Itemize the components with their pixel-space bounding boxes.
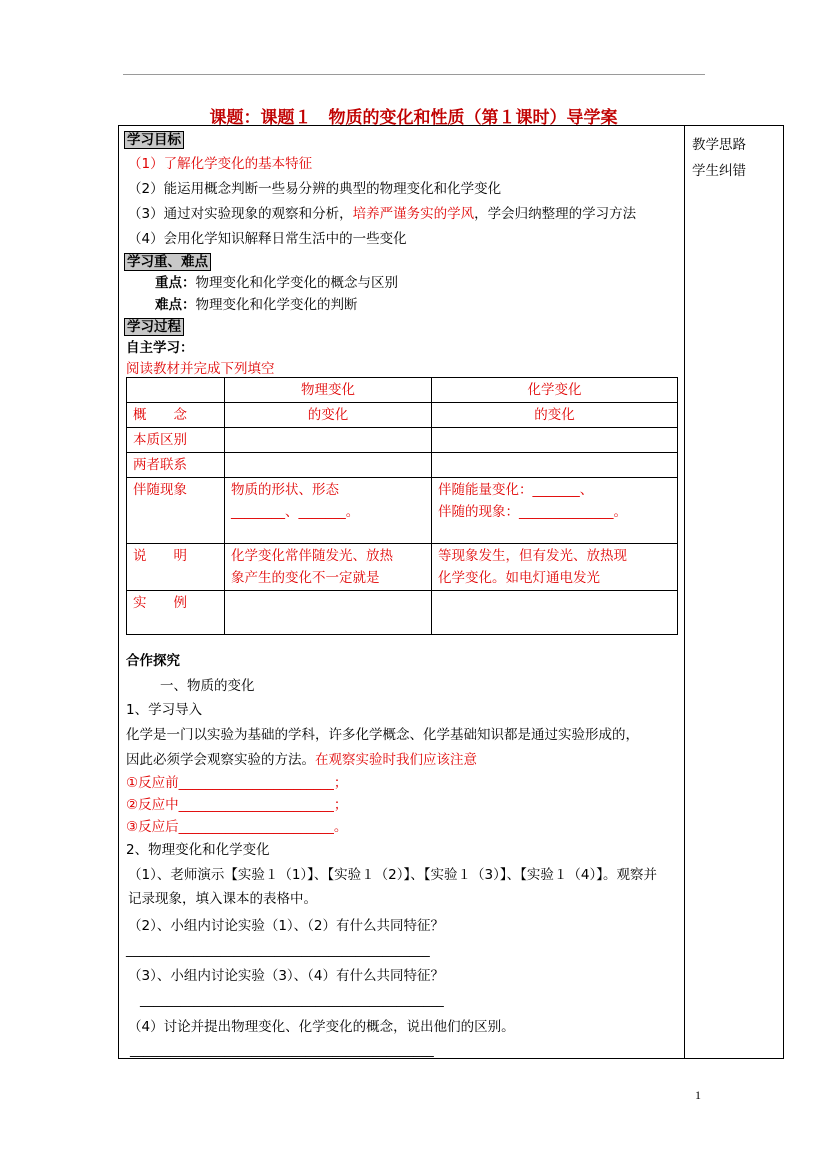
header-chemical: 化学变化 xyxy=(432,378,678,403)
key-heading-label: 学习重、难点 xyxy=(124,253,211,271)
table-row xyxy=(127,544,678,591)
row-label: 伴随现象 xyxy=(127,478,225,544)
cell-chemical xyxy=(432,453,678,478)
key-focus-label: 重点： xyxy=(155,275,196,291)
row-label: 实 例 xyxy=(127,591,225,635)
question-3: （3）、小组内讨论实验（3）、（4）有什么共同特征？ xyxy=(128,968,445,984)
cell-physical: 化学变化常伴随发光、放热 象产生的变化不一定就是 xyxy=(225,544,432,591)
goal-2: （2）能运用概念判断一些易分辨的典型的物理变化和化学变化 xyxy=(128,181,502,197)
row-label: 两者联系 xyxy=(127,453,225,478)
process-heading-label: 学习过程 xyxy=(124,318,184,336)
instruction-text: 阅读教材并完成下列填空 xyxy=(126,361,275,377)
table-corner-cell xyxy=(127,378,225,403)
process-heading xyxy=(124,315,184,335)
cell-physical xyxy=(225,453,432,478)
header-rule xyxy=(123,74,705,75)
goal-3-part-b: 培养严谨务实的学风 xyxy=(352,206,475,222)
cell-chemical: 伴随能量变化：_______、 伴随的现象：______________。 xyxy=(432,478,678,544)
side-note-teaching-idea: 教学思路 xyxy=(692,137,746,153)
observe-during: ②反应中_______________________； xyxy=(126,797,348,813)
cell-chemical xyxy=(432,428,678,453)
goal-4: （4）会用化学知识解释日常生活中的一些变化 xyxy=(128,231,407,247)
goal-3-part-a: （3）通过对实验现象的观察和分析， xyxy=(128,206,353,222)
sub-intro: 1、学习导入 xyxy=(126,702,203,718)
key-difficulty xyxy=(155,293,358,313)
comparison-table xyxy=(126,377,678,635)
intro-line-2 xyxy=(126,748,477,768)
cell-chemical: 的变化 xyxy=(432,403,678,428)
key-difficulty-text: 物理变化和化学变化的判断 xyxy=(195,297,358,313)
coop-heading: 合作探究 xyxy=(126,653,180,669)
intro-line-2-a: 因此必须学会观察实验的方法。 xyxy=(126,752,315,768)
table-row xyxy=(127,403,678,428)
cell-physical: 物质的形状、形态 ________、_______。 xyxy=(225,478,432,544)
column-divider xyxy=(684,125,685,1059)
side-note-correction: 学生纠错 xyxy=(692,163,746,179)
table-header-row xyxy=(127,378,678,403)
key-difficulty-label: 难点： xyxy=(155,297,196,313)
page-title: 课题：课题１ 物质的变化和性质（第１课时）导学案 xyxy=(209,108,618,128)
goal-3 xyxy=(128,202,636,222)
self-study-label: 自主学习： xyxy=(126,340,194,356)
goals-heading-label: 学习目标 xyxy=(124,131,184,149)
cell-chemical: 等现象发生，但有发光、放热现 化学变化。如电灯通电发光 xyxy=(432,544,678,591)
key-focus xyxy=(155,271,398,291)
intro-line-1: 化学是一门以实验为基础的学科，许多化学概念、化学基础知识都是通过实验形成的， xyxy=(126,727,639,743)
answer-blank-4: _____________________________________________ xyxy=(130,1042,434,1058)
cell-physical xyxy=(225,591,432,635)
table-row xyxy=(127,591,678,635)
table-row xyxy=(127,428,678,453)
goals-heading xyxy=(124,128,184,148)
table-row xyxy=(127,478,678,544)
section-material-change: 一、物质的变化 xyxy=(160,678,255,694)
observe-before: ①反应前_______________________； xyxy=(126,775,348,791)
row-label: 说 明 xyxy=(127,544,225,591)
key-heading xyxy=(124,250,211,270)
row-label: 本质区别 xyxy=(127,428,225,453)
question-1-b: 记录现象，填入课本的表格中。 xyxy=(128,891,317,907)
question-2: （2）、小组内讨论实验（1）、（2）有什么共同特征？ xyxy=(128,918,445,934)
goal-1: （1）了解化学变化的基本特征 xyxy=(128,156,313,172)
answer-blank-3: _____________________________________________ xyxy=(140,992,444,1008)
row-label: 概 念 xyxy=(127,403,225,428)
question-4: （4）讨论并提出物理变化、化学变化的概念，说出他们的区别。 xyxy=(128,1019,515,1035)
question-1-a: （1）、老师演示【实验１（1）】、【实验１（2）】、【实验１（3）】、【实验１（4）】。观察并 xyxy=(128,867,657,883)
cell-physical: 的变化 xyxy=(225,403,432,428)
key-focus-text: 物理变化和化学变化的概念与区别 xyxy=(195,275,398,291)
answer-blank-2: _____________________________________________ xyxy=(126,942,430,958)
goal-3-part-c: ，学会归纳整理的学习方法 xyxy=(474,206,637,222)
sub-physical-chemical: 2、物理变化和化学变化 xyxy=(126,842,270,858)
page-number: 1 xyxy=(695,1088,701,1102)
observe-after: ③反应后_______________________。 xyxy=(126,819,348,835)
intro-line-2-b: 在观察实验时我们应该注意 xyxy=(315,752,477,768)
cell-chemical xyxy=(432,591,678,635)
header-physical: 物理变化 xyxy=(225,378,432,403)
cell-physical xyxy=(225,428,432,453)
table-row xyxy=(127,453,678,478)
